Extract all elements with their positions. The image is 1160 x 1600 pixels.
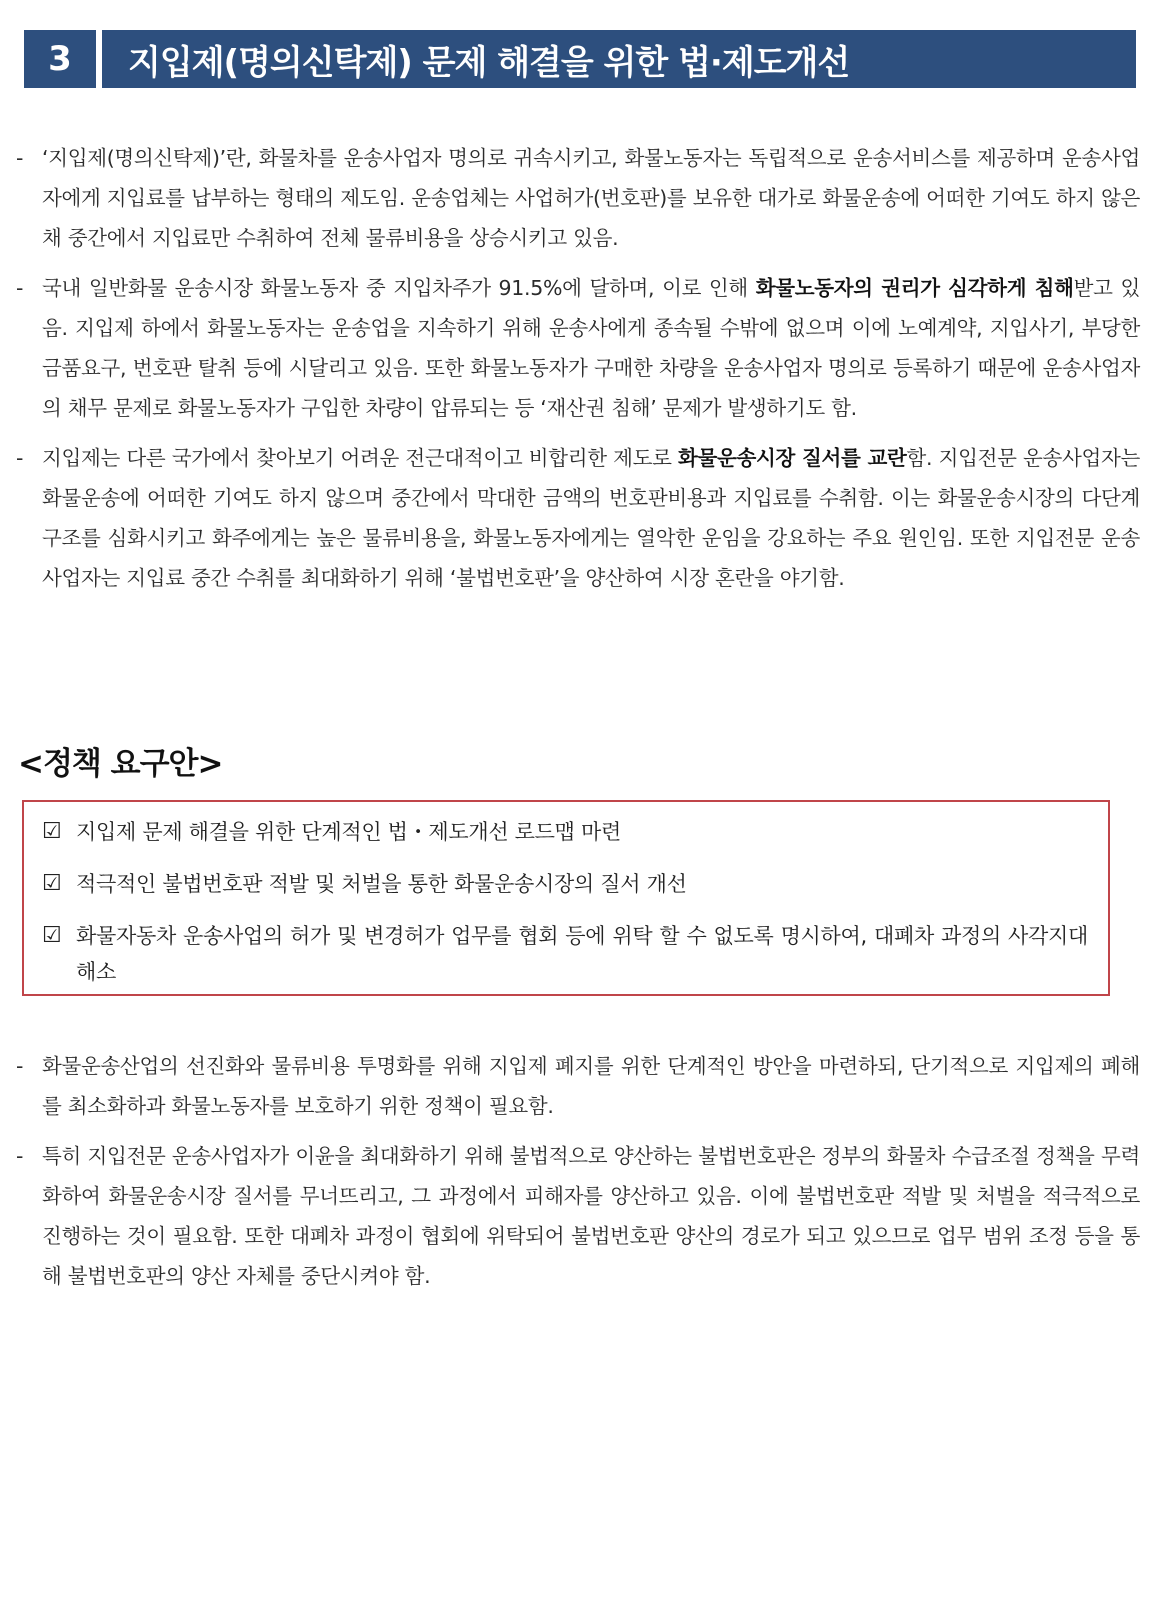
section-header [24,30,1136,88]
bullet-dash: - [16,276,24,300]
policy-item [42,918,1088,990]
policy-item-text: 적극적인 불법번호판 적발 및 처벌을 통한 화물운송시장의 질서 개선 [76,872,687,896]
section-number: 3 [48,39,72,79]
bullet-text: ‘지입제(명의신탁제)’란, 화물차를 운송사업자 명의로 귀속시키고, 화물노동자는 독립적으로 운송서비스를 제공하며 운송사업자에게 지입료를 납부하는 형태의 제도임. 운송업체는 사업허가(번호판)를 보유한 대가로 화물운송에 어떠한 기여도 하지 않은 채 중간에서 지입료만 수취하여 전체 물류비용을 상승시키고 있음. [42,146,1140,250]
policy-item [42,814,1088,850]
bullet-text: 화물운송산업의 선진화와 물류비용 투명화를 위해 지입제 폐지를 위한 단계적인 방안을 마련하되, 단기적으로 지입제의 폐해를 최소화하과 화물노동자를 보호하기 위한 정책이 필요함. [42,1054,1140,1118]
bullet-text: 함. 지입전문 운송사업자는 화물운송에 어떠한 기여도 하지 않으며 중간에서 막대한 금액의 번호판비용과 지입료를 수취함. 이는 화물운송시장의 다단계 구조를 심화시키고 화주에게는 높은 물류비용을, 화물노동자에게는 열악한 운임을 강요하는 주요 원인임. 또한 지입전문 운송사업자는 지입료 중간 수취를 최대화하기 위해 ‘불법번호판’을 양산하여 시장 혼란을 야기함. [42,446,1140,590]
checkbox-icon: ☑ [42,923,62,948]
bullet-item [16,1046,1140,1126]
bullet-item [16,138,1140,258]
bullet-text: 국내 일반화물 운송시장 화물노동자 중 지입차주가 91.5%에 달하며, 이로 인해 [42,276,756,300]
bullet-text: 지입제는 다른 국가에서 찾아보기 어려운 전근대적이고 비합리한 제도로 [42,446,678,470]
bullet-item [16,438,1140,598]
bullet-dash: - [16,146,24,170]
checkbox-icon: ☑ [42,819,62,844]
bullet-dash: - [16,1054,24,1078]
policy-heading: <정책 요구안> [18,746,223,782]
section-title: 지입제(명의신탁제) 문제 해결을 위한 법·제도개선 [128,42,850,83]
policy-item-text: 화물자동차 운송사업의 허가 및 변경허가 업무를 협회 등에 위탁 할 수 없도록 명시하여, 대폐차 과정의 사각지대 해소 [76,924,1088,984]
bullet-text: 특히 지입전문 운송사업자가 이윤을 최대화하기 위해 불법적으로 양산하는 불법번호판은 정부의 화물차 수급조절 정책을 무력화하여 화물운송시장 질서를 무너뜨리고, 그 과정에서 피해자를 양산하고 있음. 이에 불법번호판 적발 및 처벌을 적극적으로 진행하는 것이 필요함. 또한 대폐차 과정이 협회에 위탁되어 불법번호판 양산의 경로가 되고 있으므로 업무 범위 조정 등을 통해 불법번호판의 양산 자체를 중단시켜야 함. [42,1144,1140,1288]
policy-item [42,866,1088,902]
closing-bullets [16,1046,1140,1306]
bullet-dash: - [16,1144,24,1168]
bullet-item [16,268,1140,428]
checkbox-icon: ☑ [42,871,62,896]
bullet-emphasis: 화물운송시장 질서를 교란 [678,446,907,470]
policy-item-text: 지입제 문제 해결을 위한 단계적인 법・제도개선 로드맵 마련 [76,820,621,844]
intro-bullets [16,138,1140,608]
policy-box [22,800,1110,996]
bullet-text: 받고 있음. 지입제 하에서 화물노동자는 운송업을 지속하기 위해 운송사에게 종속될 수밖에 없으며 이에 노예계약, 지입사기, 부당한 금품요구, 번호판 탈취 등에 시달리고 있음. 또한 화물노동자가 구매한 차량을 운송사업자 명의로 등록하기 때문에 운송사업자의 채무 문제로 화물노동자가 구입한 차량이 압류되는 등 ‘재산권 침해’ 문제가 발생하기도 함. [42,276,1140,420]
bullet-emphasis: 화물노동자의 권리가 심각하게 침해 [755,276,1074,300]
bullet-dash: - [16,446,24,470]
bullet-item [16,1136,1140,1296]
